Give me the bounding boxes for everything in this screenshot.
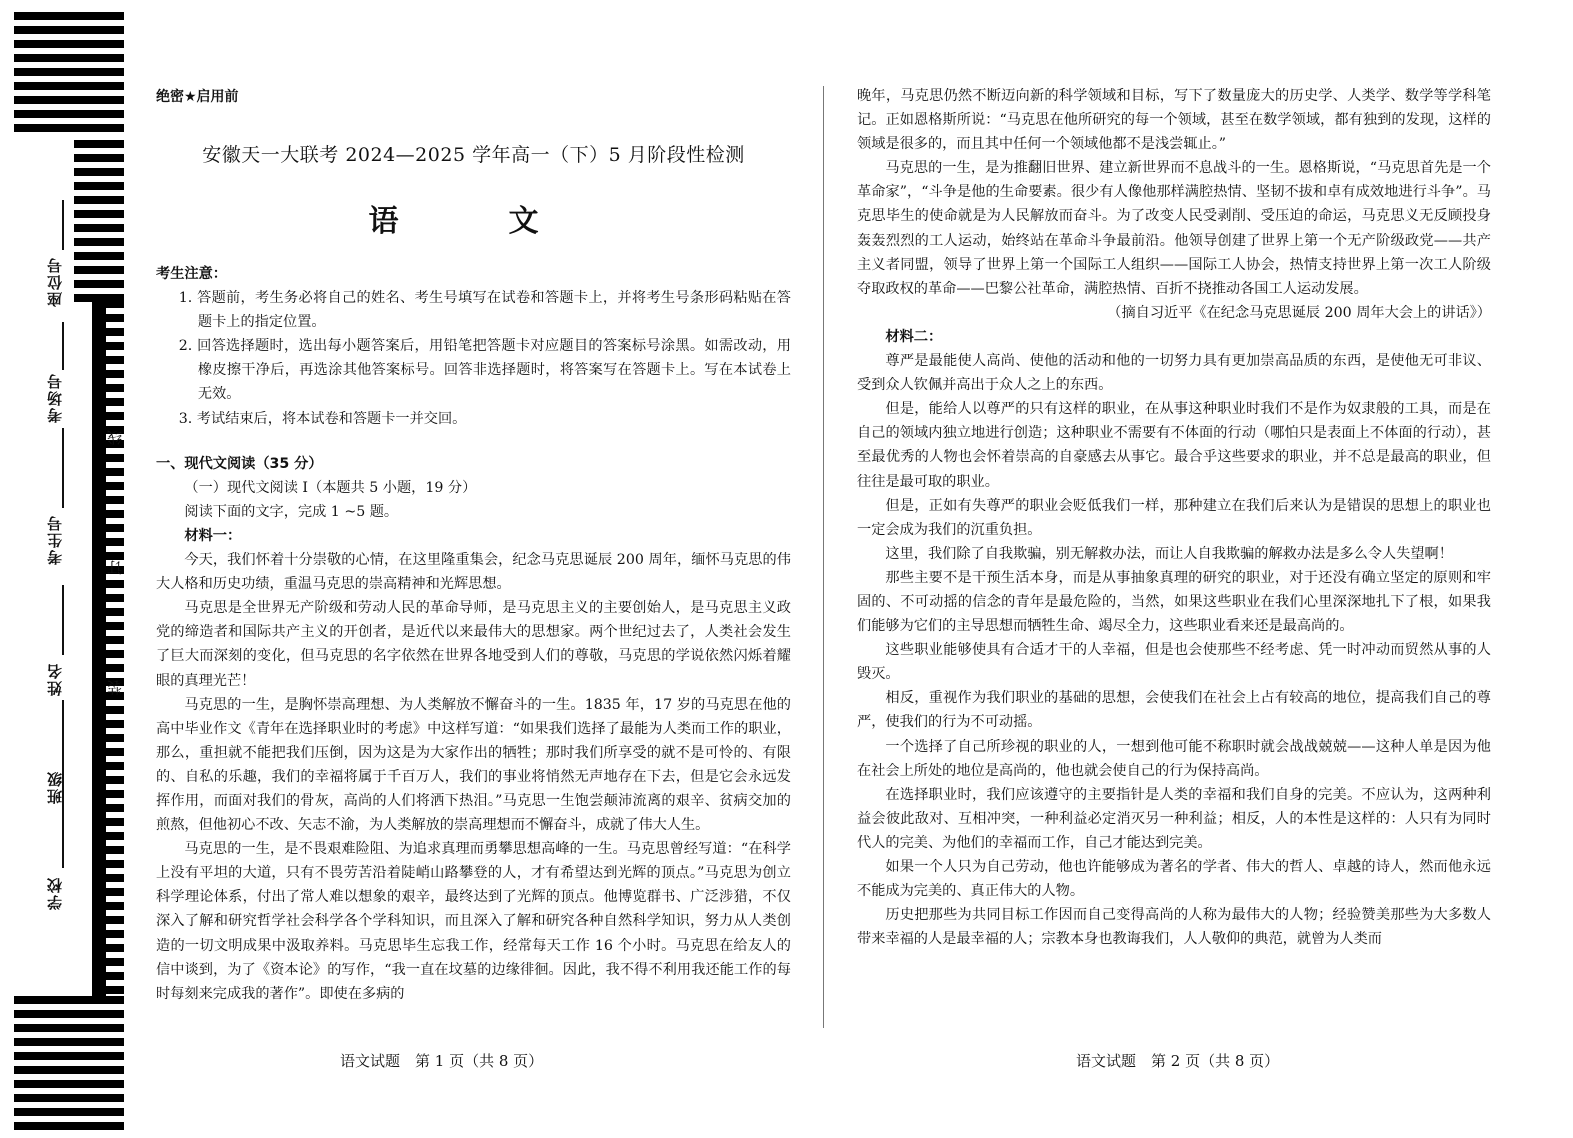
binding-label-exam-room: 考场号 xyxy=(46,372,64,423)
barcode-stripe xyxy=(98,818,124,826)
barcode-stripe xyxy=(98,650,124,658)
barcode-stripe xyxy=(98,524,124,532)
instruction-text: 阅读下面的文字，完成 1 ~5 题。 xyxy=(184,503,399,520)
right-column xyxy=(857,84,1491,951)
barcode-stripe xyxy=(14,1052,124,1060)
barcode-stripe xyxy=(98,790,124,798)
body-paragraph: 马克思的一生，是为推翻旧世界、建立新世界而不息战斗的一生。恩格斯说，“马克思首先是一个革命家”，“斗争是他的生命要素。很少有人像他那样满腔热情、坚韧不拔和卓有成效地进行斗争”。马克思毕生的使命就是为人民解放而奋斗。为了改变人民受剥削、受压迫的命运，马克思义无反顾投身轰轰烈烈的工人运动，始终站在革命斗争最前沿。他领导创建了世界上第一个无产阶级政党——共产主义者同盟，领导了世界上第一个国际工人组织——国际工人协会，热情支持世界上第一次工人阶级夺取政权的革命——巴黎公社革命，满腔热情、百折不挠推动各国工人运动发展。 xyxy=(857,160,1491,297)
body-paragraph: 尊严是最能使人高尚、使他的活动和他的一切努力具有更加崇高品质的东西，是使他无可非议、受到众人钦佩并高出于众人之上的东西。 xyxy=(857,353,1491,394)
body-paragraph: 在选择职业时，我们应该遵守的主要指针是人类的幸福和我们自身的完美。不应认为，这两种利益会彼此敌对、互相冲突，一种利益必定消灭另一种利益；相反，人的本性是这样的：人只有为同时代人的完美、为他们的幸福而工作，自己才能达到完美。 xyxy=(857,786,1491,851)
barcode-stripe xyxy=(14,1108,124,1116)
barcode-stripe xyxy=(98,930,124,938)
barcode-stripe xyxy=(98,944,124,952)
barcode-stripe xyxy=(98,972,124,980)
body-paragraph: 相反，重视作为我们职业的基础的思想，会使我们在社会上占有较高的地位，提高我们自己的尊严，使我们的行为不可动摇。 xyxy=(857,690,1491,731)
barcode-stripe xyxy=(14,54,124,62)
barcode-stripe xyxy=(98,538,124,546)
notice-item: 1. 答题前，考生务必将自己的姓名、考生号填写在试卷和答题卡上，并将考生号条形码粘贴在答题卡上的指定位置。 xyxy=(178,290,791,331)
barcode-stripe xyxy=(98,356,124,364)
barcode-stripe xyxy=(74,252,124,260)
barcode-stripe xyxy=(98,328,124,336)
barcode-stripe xyxy=(98,454,124,462)
barcode-stripe xyxy=(98,804,124,812)
barcode-stripe xyxy=(14,1010,124,1018)
body-paragraph: 历史把那些为共同目标工作因而自己变得高尚的人称为最伟大的人物；经验赞美那些为大多数人带来幸福的人是最幸福的人；宗教本身也教诲我们，人人敬仰的典范，就曾为人类而 xyxy=(857,907,1491,948)
binding-mark-ding: 订 xyxy=(106,560,124,575)
barcode-stripe xyxy=(14,1066,124,1074)
barcode-stripe xyxy=(98,384,124,392)
barcode-stripe xyxy=(14,1094,124,1102)
binding-underline xyxy=(62,585,64,655)
barcode-stripe xyxy=(98,412,124,420)
notice-item: 2. 回答选择题时，选出每小题答案后，用铅笔把答题卡对应题目的答案标号涂黑。如需改动，用橡皮擦干净后，再选涂其他答案标号。回答非选择题时，将答案写在答题卡上。写在本试卷上无效。 xyxy=(178,338,791,403)
barcode-stripe xyxy=(14,26,124,34)
barcode-stripe xyxy=(74,224,124,232)
notice-item: 3. 考试结束后，将本试卷和答题卡一并交回。 xyxy=(178,410,467,427)
barcode-stripe xyxy=(98,846,124,854)
page-footer-left: 语文试题 第 1 页（共 8 页） xyxy=(340,1052,544,1070)
barcode-stripe xyxy=(98,720,124,728)
barcode-stripe xyxy=(98,958,124,966)
barcode-stripe xyxy=(98,888,124,896)
material-label: 材料一： xyxy=(184,527,242,544)
barcode-stripe xyxy=(98,776,124,784)
barcode-stripe xyxy=(74,266,124,274)
body-paragraph: 这些职业能够使具有合适才干的人幸福，但是也会使那些不经考虑、凭一时冲动而贸然从事的人毁灭。 xyxy=(857,642,1491,683)
binding-underline xyxy=(62,700,64,762)
barcode-stripe xyxy=(98,734,124,742)
barcode-stripe xyxy=(98,510,124,518)
barcode-stripe xyxy=(98,636,124,644)
barcode-stripe xyxy=(98,986,124,994)
barcode-stripe xyxy=(74,210,124,218)
binding-label-seat-number: 座位号 xyxy=(46,256,64,307)
confidential-label: 绝密★启用前 xyxy=(156,89,239,105)
body-paragraph: 但是，能给人以尊严的只有这样的职业，在从事这种职业时我们不是作为奴隶般的工具，而是在自己的领域内独立地进行创造；这种职业不需要有不体面的行动（哪怕只是表面上不体面的行动），甚至最优秀的人物也会怀着崇高的自豪感去从事它。最合乎这些要求的职业，并不总是最高的职业，但往往是最可取的职业。 xyxy=(857,401,1491,490)
body-paragraph: 今天，我们怀着十分崇敬的心情，在这里隆重集会，纪念马克思诞辰 200 周年，缅怀马克思的伟大人格和历史功绩，重温马克思的崇高精神和光辉思想。 xyxy=(156,552,791,593)
binding-mark-zhuang: 装 xyxy=(106,680,124,695)
barcode-stripe xyxy=(14,82,124,90)
column-divider xyxy=(823,86,824,1028)
body-paragraph: 马克思的一生，是胸怀崇高理想、为人类解放不懈奋斗的一生。1835 年，17 岁的马克思在他的高中毕业作文《青年在选择职业时的考虑》中这样写道：“如果我们选择了最能为人类而工作的职业，那么，重担就不能把我们压倒，因为这是为大家作出的牺牲；那时我们所享受的就不是可怜的、有限的、自私的乐趣，我们的幸福将属于千百万人，我们的事业将悄然无声地存在下去，但是它会永远发挥作用，而面对我们的骨灰，高尚的人们将洒下热泪。”马克思一生饱尝颠沛流离的艰辛、贫病交加的煎熬，但他初心不改、矢志不渝，为人类解放的崇高理想而不懈奋斗，成就了伟大人生。 xyxy=(156,696,791,834)
barcode-stripe xyxy=(98,832,124,840)
barcode-stripe xyxy=(98,580,124,588)
page-footer-right: 语文试题 第 2 页（共 8 页） xyxy=(1076,1052,1280,1070)
barcode-stripe xyxy=(14,124,124,132)
spacer xyxy=(156,431,791,452)
barcode-stripe xyxy=(98,482,124,490)
barcode-stripe xyxy=(14,1038,124,1046)
body-paragraph: 马克思是全世界无产阶级和劳动人民的革命导师，是马克思主义的主要创始人，是马克思主义政党的缔造者和国际共产主义的开创者，是近代以来最伟大的思想家。两个世纪过去了，人类社会发生了巨大而深刻的变化，但马克思的名字依然在世界各地受到人们的尊敬，马克思的学说依然闪烁着耀眼的真理光芒！ xyxy=(156,600,791,689)
section-heading: 一、现代文阅读（35 分） xyxy=(156,455,323,472)
barcode-stripe xyxy=(14,96,124,104)
binding-label-name: 姓名 xyxy=(46,662,64,696)
barcode-stripe xyxy=(98,762,124,770)
subject-title: 语 文 xyxy=(368,204,579,239)
barcode-stripe xyxy=(14,996,124,1004)
barcode-stripe xyxy=(98,622,124,630)
barcode-stripe xyxy=(98,552,124,560)
left-column xyxy=(156,262,791,1006)
notice-heading: 考生注意： xyxy=(156,266,227,282)
body-paragraph: 如果一个人只为自己劳动，他也许能够成为著名的学者、伟大的哲人、卓越的诗人，然而他永远不能成为完美的、真正伟大的人物。 xyxy=(857,859,1491,900)
barcode-stripe xyxy=(98,314,124,322)
barcode-stripe xyxy=(74,280,124,288)
barcode-stripe xyxy=(98,468,124,476)
barcode-stripe xyxy=(74,140,124,148)
material-label: 材料二： xyxy=(885,328,943,345)
exam-title: 安徽天一大联考 2024—2025 学年高一（下）5 月阶段性检测 xyxy=(202,144,745,166)
barcode-stripe xyxy=(14,12,124,20)
barcode-stripe xyxy=(98,398,124,406)
barcode-stripe xyxy=(14,68,124,76)
body-paragraph: 马克思的一生，是不畏艰难险阻、为追求真理而勇攀思想高峰的一生。马克思曾经写道：“在科学上没有平坦的大道，只有不畏劳苦沿着陡峭山路攀登的人，才有希望达到光辉的顶点。”马克思为创立科学理论体系，付出了常人难以想象的艰辛，最终达到了光辉的顶点。他博览群书、广泛涉猎，不仅深入了解和研究哲学社会科学各个学科知识，而且深入了解和研究各种自然科学知识，努力从人类创造的一切文明成果中汲取养料。马克思毕生忘我工作，经常每天工作 16 个小时。马克思在给友人的信中谈到，为了《资本论》的写作，“我一直在坟墓的边缘徘徊。因此，我不得不利用我还能工作的每时每刻来完成我的著作”。即使在多病的 xyxy=(156,841,791,1002)
body-paragraph: 那些主要不是干预生活本身，而是从事抽象真理的研究的职业，对于还没有确立坚定的原则和牢固的、不可动摇的信念的青年是最危险的，当然，如果这些职业在我们心里深深地扎下了根，如果我们能够为它们的主导思想而牺牲生命、竭尽全力，这些职业看来还是最高尚的。 xyxy=(857,569,1491,635)
barcode-stripe xyxy=(14,40,124,48)
body-paragraph: 但是，正如有失尊严的职业会贬低我们一样，那种建立在我们后来认为是错误的思想上的职业也一定会成为我们的沉重负担。 xyxy=(857,497,1491,538)
barcode-stripe xyxy=(98,916,124,924)
body-paragraph: 一个选择了自己所珍视的职业的人，一想到他可能不称职时就会战战兢兢——这种人单是因为他在社会上所处的地位是高尚的，他也就会使自己的行为保持高尚。 xyxy=(857,738,1491,779)
binding-label-school: 学校 xyxy=(46,876,64,910)
barcode-stripe xyxy=(98,902,124,910)
barcode-stripe xyxy=(98,594,124,602)
binding-underline xyxy=(62,428,64,508)
barcode-stripe xyxy=(14,1122,124,1130)
body-paragraph: 这里，我们除了自我欺骗，别无解救办法，而让人自我欺骗的解救办法是多么令人失望啊！ xyxy=(885,545,1453,562)
barcode-stripe xyxy=(74,196,124,204)
barcode-stripe xyxy=(98,496,124,504)
barcode-stripe xyxy=(74,182,124,190)
barcode-stripe xyxy=(74,154,124,162)
source-citation: （摘自习近平《在纪念马克思诞辰 200 周年大会上的讲话》） xyxy=(1107,304,1491,321)
barcode-stripe xyxy=(98,300,124,308)
subsection-heading: （一）现代文阅读 Ⅰ（本题共 5 小题，19 分） xyxy=(184,479,477,496)
barcode-stripe xyxy=(74,168,124,176)
body-paragraph: 晚年，马克思仍然不断迈向新的科学领域和目标，写下了数量庞大的历史学、人类学、数学等学科笔记。正如恩格斯所说：“马克思在他所研究的每一个领域，甚至在数学领域，都有独到的发现，这样的领域是很多的，而且其中任何一个领域他都不是浅尝辄止。” xyxy=(857,88,1491,153)
barcode-stripe xyxy=(98,874,124,882)
barcode-stripe xyxy=(14,110,124,118)
barcode-stripe xyxy=(98,860,124,868)
binding-label-candidate-number: 考生号 xyxy=(46,514,64,565)
barcode-stripe xyxy=(98,342,124,350)
barcode-stripe xyxy=(14,1024,124,1032)
binding-mark-xian: 线 xyxy=(106,430,124,445)
binding-label-class: 班级 xyxy=(46,770,64,804)
barcode-stripe xyxy=(98,608,124,616)
barcode-stripe xyxy=(98,748,124,756)
barcode-stripe xyxy=(98,706,124,714)
binding-underline xyxy=(62,322,64,370)
binding-underline xyxy=(62,200,64,250)
barcode-stripe xyxy=(98,664,124,672)
barcode-stripe xyxy=(98,370,124,378)
barcode-stripe xyxy=(74,238,124,246)
barcode-stripe xyxy=(14,1080,124,1088)
